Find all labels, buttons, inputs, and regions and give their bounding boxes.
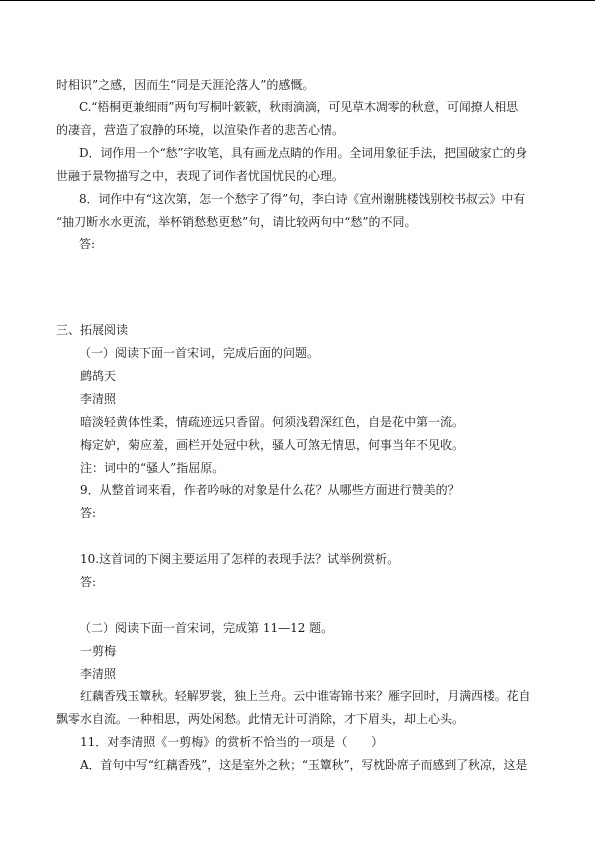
subsection-1-instruction: （一）阅读下面一首宋词，完成后面的问题。	[79, 346, 320, 360]
poem-1-line-1: 暗淡轻黄体性柔，情疏迹远只香留。何须浅碧深红色，自是花中第一流。	[80, 415, 465, 429]
text-line-1: 时相识”之感，因而生“同是天涯沦落人”的感慨。	[56, 78, 315, 92]
question-10: 10.这首词的下阕主要运用了怎样的表现手法？试举例赏析。	[80, 552, 400, 566]
poem-2-line-1: 红藕香残玉簟秋。轻解罗裳，独上兰舟。云中谁寄锦书来？雁字回时，月满西楼。花自	[80, 689, 531, 703]
answer-label-9: 答:	[80, 506, 97, 520]
poem-1-author: 李清照	[80, 392, 117, 406]
question-11: 11．对李清照《一剪梅》的赏析不恰当的一项是（ ）	[80, 735, 384, 749]
option-d-line-2: 世融于景物描写之中，表现了词作者忧国忧民的心理。	[56, 169, 345, 183]
option-d-line-1: D．词作用一个“愁”字收笔，具有画龙点睛的作用。全词用象征手法，把国破家亡的身	[79, 146, 528, 160]
option-c-line-1: C.“梧桐更兼细雨”两句写桐叶簌簌，秋雨滴滴，可见草木凋零的秋意，可闻撩人相思	[79, 100, 518, 114]
poem-2-line-2: 飘零水自流。一种相思，两处闲愁。此情无计可消除，才下眉头，却上心头。	[56, 712, 465, 726]
option-c-line-2: 的凄音，营造了寂静的环境，以渲染作者的悲苦心情。	[56, 123, 345, 137]
poem-1-note: 注：词中的“骚人”指屈原。	[80, 461, 225, 475]
poem-2-title: 一剪梅	[80, 644, 117, 658]
option-a-line-1: A．首句中写“红藕香残”，这是室外之秋；“玉簟秋”，写枕卧席子而感到了秋凉，这是	[80, 758, 528, 772]
subsection-2-instruction: （二）阅读下面一首宋词，完成第 11—12 题。	[79, 621, 334, 635]
answer-label-10: 答:	[80, 575, 97, 589]
page-top-border	[0, 0, 595, 1]
poem-1-line-2: 梅定妒，菊应羞，画栏开处冠中秋，骚人可煞无情思，何事当年不见收。	[80, 438, 465, 452]
answer-label-8: 答:	[79, 237, 96, 251]
poem-2-author: 李清照	[80, 667, 117, 681]
poem-1-title: 鹧鸪天	[80, 369, 117, 383]
section-heading-extended-reading: 三、拓展阅读	[56, 323, 129, 337]
question-8-line-1: 8．词作中有“这次第，怎一个愁字了得”句，李白诗《宣州谢朓楼饯别校书叔云》中有	[79, 192, 526, 206]
question-8-line-2: “抽刀断水水更流，举杯销愁愁更愁”句，请比较两句中“愁”的不同。	[56, 215, 417, 229]
question-9: 9．从整首词来看，作者吟咏的对象是什么花？从哪些方面进行赞美的？	[80, 483, 460, 497]
